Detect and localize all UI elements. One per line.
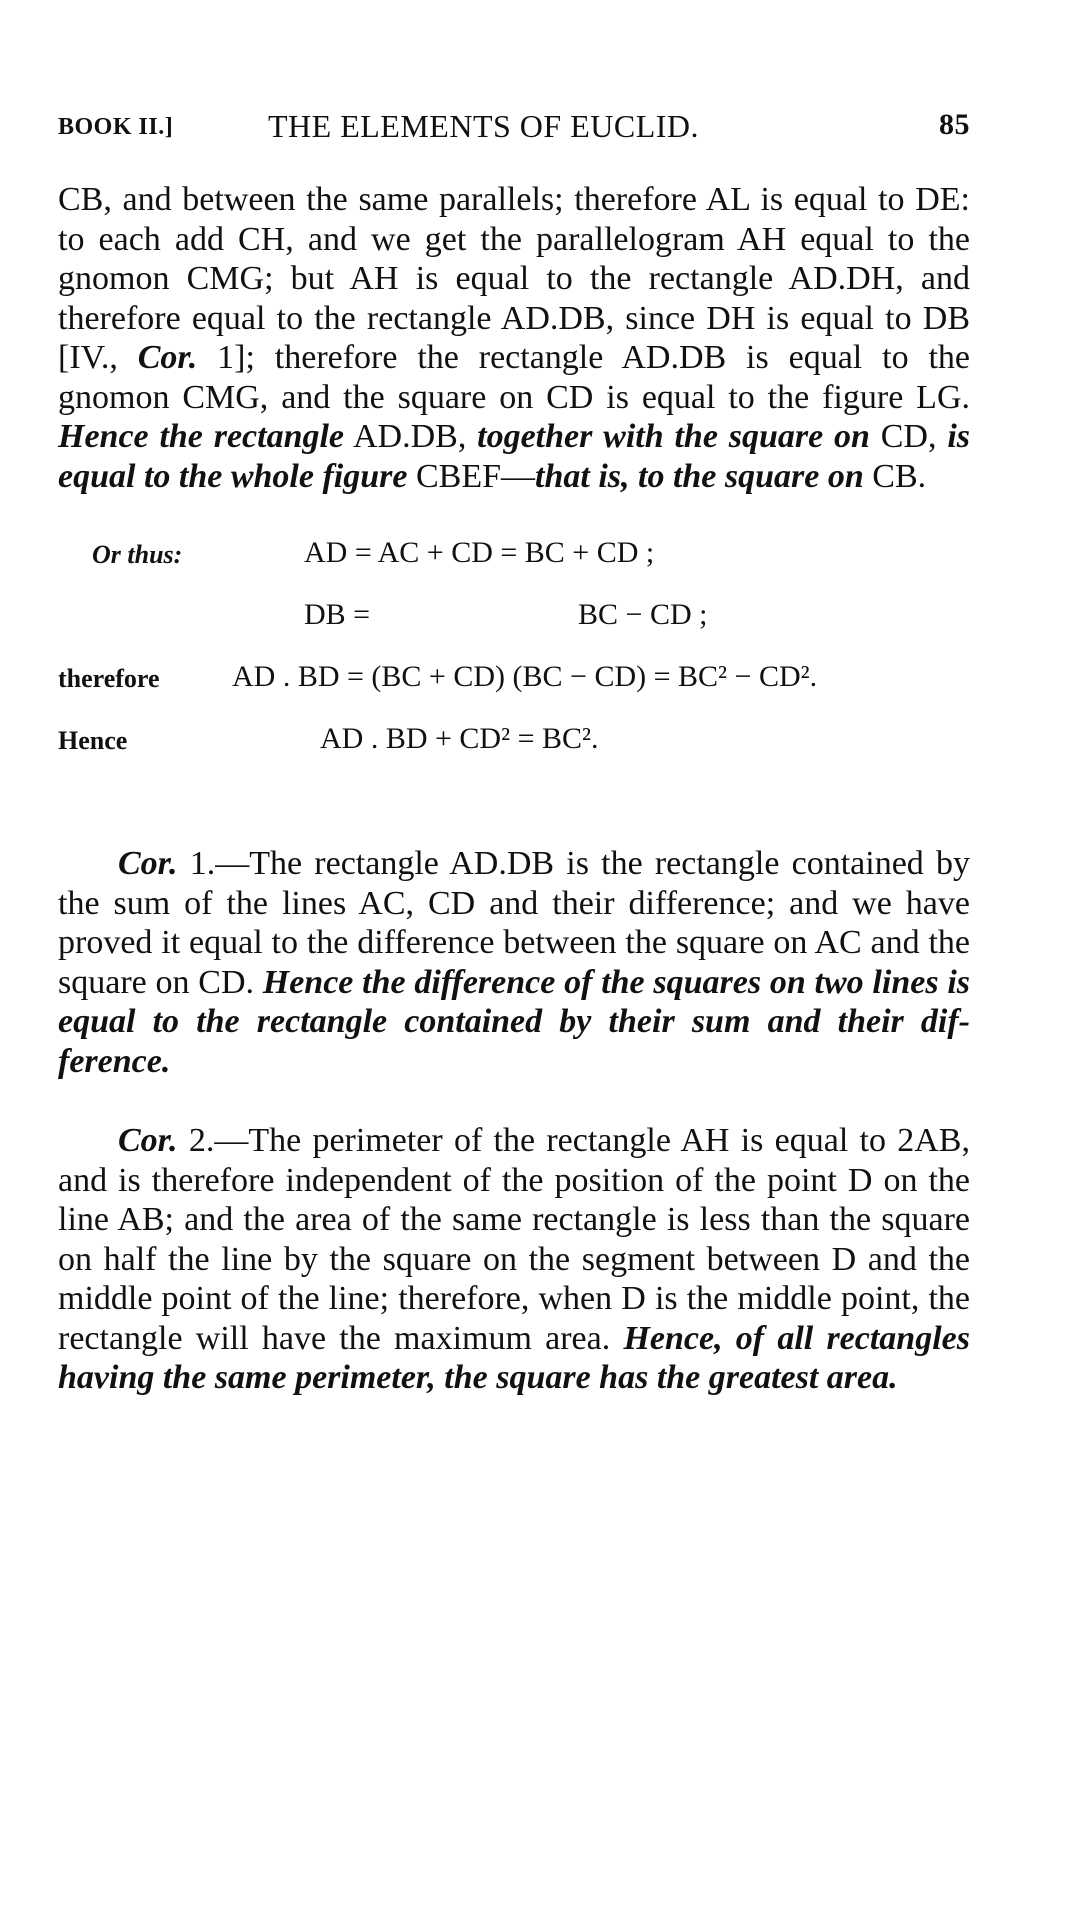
equation-line-3: AD . BD = (BC + CD) (BC − CD) = BC² − CD².	[232, 660, 818, 693]
page-number: 85	[939, 108, 970, 141]
book-reference: BOOK II.]	[58, 114, 174, 140]
corollary-label: Cor.	[118, 1122, 178, 1159]
book-title: THE ELEMENTS OF EUCLID.	[268, 108, 700, 144]
book-page	[58, 108, 970, 1398]
conclusion-text: that is, to the square on	[535, 457, 864, 495]
equation-line-4: AD . BD + CD² = BC².	[320, 722, 599, 755]
proof-paragraph	[58, 180, 970, 496]
proof-text: AD.DB,	[344, 418, 478, 455]
corollary-text: 1.—The rectangle AD.DB is the rectangle contained by the sum of the lines AC, CD and their difference; and we have proved it equal to the difference between the square on AC and the square on CD.	[58, 845, 970, 1001]
or-thus-label: Or thus:	[92, 540, 183, 569]
corollary-label: Cor.	[118, 845, 178, 882]
equation-block	[58, 530, 970, 780]
corollary-1	[58, 844, 970, 1081]
proof-text: CB, and between the same parallels; therefore AL is equal to DE: to each add CH, and we get the parallelogram AH equal to the gnomon CMG; but AH is equal to the rectangle AD.DH, and therefore equal to the rectangle AD.DB, since DH is equal to DB [IV.,	[58, 181, 970, 376]
equation-line-1: AD = AC + CD = BC + CD ;	[304, 536, 655, 569]
therefore-label: therefore	[58, 664, 160, 693]
running-head	[58, 108, 970, 152]
corollary-text: 2.—The perimeter of the rectangle AH is equal to 2AB, and is therefore independent of the position of the point D on the line AB; and the area of the same rectangle is less than the square on half the line by the square on the segment between D and the middle point of the line; therefore, when D is the middle point, the rectangle will have the maximum area.	[58, 1122, 970, 1357]
conclusion-text: Hence the rectangle	[58, 418, 345, 455]
proof-text: CB.	[863, 457, 927, 495]
equation-line-2-left: DB =	[304, 598, 371, 631]
corollary-conclusion: Hence the difference of the squares on two lines is equal to the rectangle contained by their sum and their difference.	[58, 963, 970, 1080]
proof-text: CD,	[869, 418, 948, 455]
corollary-conclusion: Hence, of all rectangles having the same perimeter, the square has the greatest area.	[58, 1319, 970, 1396]
hence-label: Hence	[58, 726, 128, 755]
conclusion-text: together with the square on	[477, 418, 870, 455]
cor-reference: Cor.	[137, 339, 198, 376]
proof-text: CBEF—	[407, 457, 536, 495]
corollary-2	[58, 1121, 970, 1398]
conclusion-text: is equal to the whole figure	[58, 418, 970, 495]
equation-line-2-right: BC − CD ;	[578, 598, 708, 631]
proof-text: 1]; therefore the rectangle AD.DB is equal to the gnomon CMG, and the square on CD is equal to the figure LG.	[58, 339, 970, 416]
